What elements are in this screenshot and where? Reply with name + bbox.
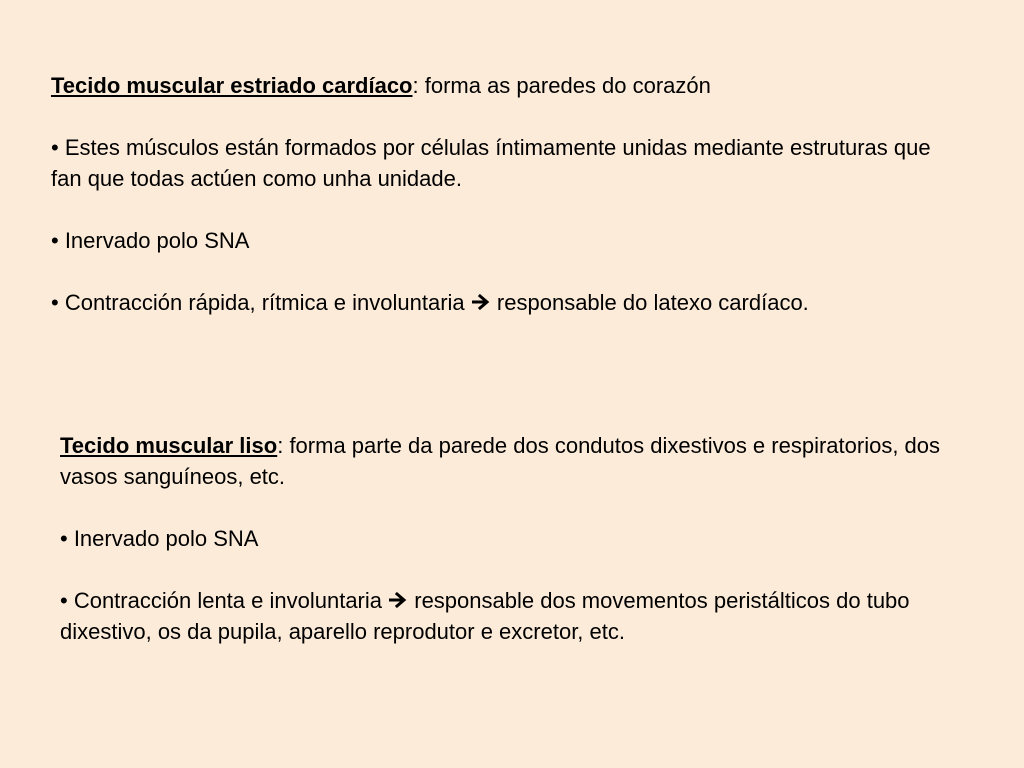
cardiac-heading: Tecido muscular estriado cardíaco <box>51 73 413 98</box>
cardiac-contraction-result: responsable do latexo cardíaco. <box>496 290 809 315</box>
smooth-contraction-text: • Contracción lenta e involuntaria <box>60 588 382 613</box>
right-arrow-icon <box>471 287 491 318</box>
smooth-definition <box>60 430 980 492</box>
cardiac-definition <box>51 70 951 101</box>
cardiac-bullet-structure: • Estes músculos están formados por células íntimamente unidas mediante estruturas que fan que todas actúen como unha unidade. <box>51 135 931 191</box>
right-arrow-icon <box>388 585 408 616</box>
smooth-heading-rest: : forma parte da parede dos condutos dixestivos e respiratorios, dos vasos sanguíneos, etc. <box>60 433 941 489</box>
section-smooth-muscle <box>60 430 980 647</box>
cardiac-bullet-innervation: • Inervado polo SNA <box>51 228 250 253</box>
smooth-bullet-contraction <box>60 585 980 647</box>
cardiac-heading-rest: : forma as paredes do corazón <box>412 73 711 98</box>
section-cardiac-muscle <box>51 70 951 318</box>
smooth-bullet-innervation: • Inervado polo SNA <box>60 526 259 551</box>
cardiac-contraction-text: • Contracción rápida, rítmica e involuntaria <box>51 290 465 315</box>
smooth-heading: Tecido muscular liso <box>60 433 278 458</box>
smooth-contraction-result: responsable dos movementos peristálticos do tubo dixestivo, os da pupila, aparello reprodutor e excretor, etc. <box>60 588 910 644</box>
cardiac-bullet-contraction <box>51 287 951 318</box>
